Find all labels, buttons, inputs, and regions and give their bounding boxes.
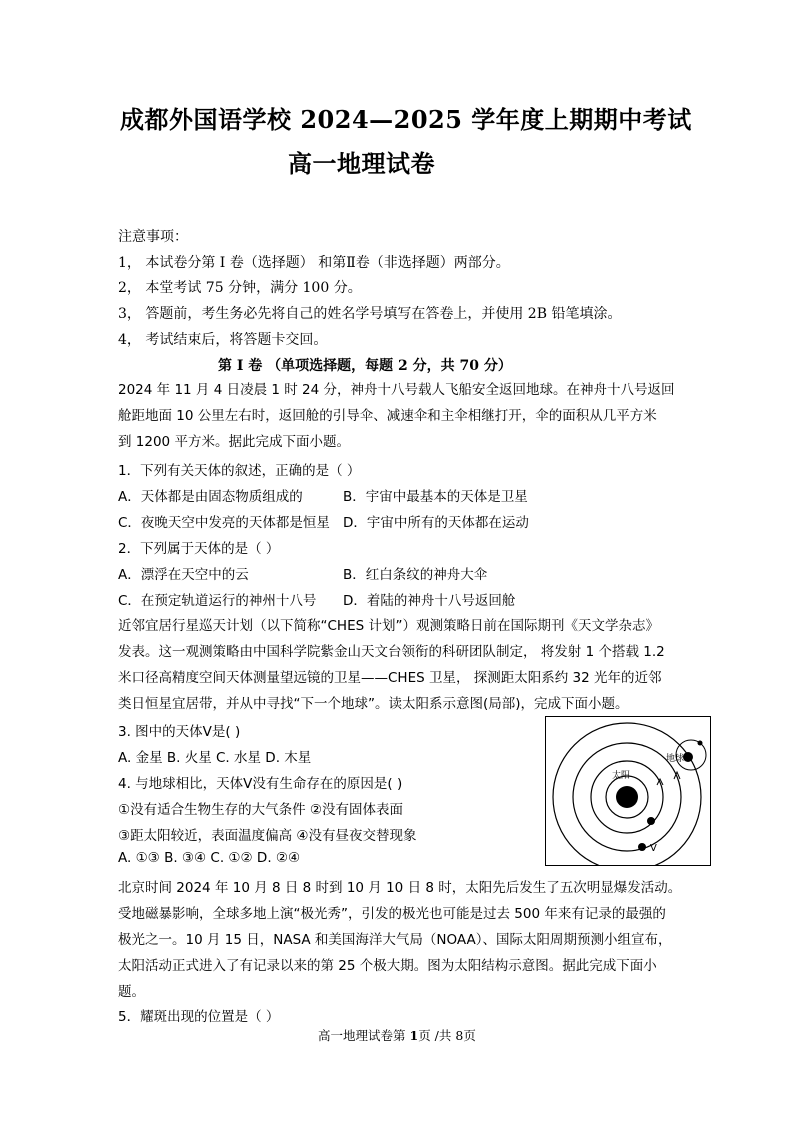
solar-system-svg	[546, 717, 710, 865]
footer-suffix: 页	[463, 1028, 476, 1043]
note-item: 3， 答题前，考生务必先将自己的姓名学号填写在答卷上，并使用 2B 铅笔填涂。	[118, 306, 622, 322]
passage-line: 舱距地面 10 公里左右时，返回舱的引导伞、减速伞和主伞相继打开，伞的面积从几平方米	[118, 408, 657, 424]
question-1-stem: 1．下列有关天体的叙述，正确的是（ ）	[118, 463, 361, 479]
footer-total-pages: 8	[455, 1028, 464, 1043]
notes-heading: 注意事项：	[118, 229, 188, 245]
passage-line: 到 1200 平方米。据此完成下面小题。	[118, 434, 350, 450]
question-2-option-d: D．着陆的神舟十八号返回舱	[343, 593, 516, 609]
footer-page-number: 1	[409, 1028, 419, 1043]
section-heading: 第 I 卷 （单项选择题，每题 2 分，共 70 分）	[218, 358, 512, 374]
question-2-stem: 2．下列属于天体的是（ ）	[118, 541, 280, 557]
exam-subtitle: 高一地理试卷	[288, 149, 435, 178]
passage-line: 受地磁暴影响，全球多地上演“极光秀”，引发的极光也可能是过去 500 年来有记录的最强的	[118, 906, 666, 922]
planet-v-label: V	[650, 843, 657, 854]
note-item: 4， 考试结束后，将答题卡交回。	[118, 332, 328, 348]
question-1-option-d: D．宇宙中所有的天体都在运动	[343, 515, 529, 531]
passage-line: 类日恒星宜居带，并从中寻找“下一个地球”。读太阳系示意图(局部)，完成下面小题。	[118, 696, 629, 712]
earth-label: 地球	[666, 754, 685, 764]
moon-icon	[698, 741, 703, 746]
question-4-options: A. ①③ B. ③④ C. ①② D. ②④	[118, 850, 301, 866]
question-2-option-c: C．在预定轨道运行的神州十八号	[118, 593, 317, 609]
planet-v-inner-icon	[647, 817, 655, 825]
question-1-option-b: B．宇宙中最基本的天体是卫星	[343, 489, 528, 505]
passage-line: 米口径高精度空间天体测量望远镜的卫星——CHES 卫星， 探测距太阳系约 32 光年的近邻	[118, 670, 662, 686]
solar-system-diagram	[545, 716, 711, 866]
question-4-statement-line: ①没有适合生物生存的大气条件 ②没有固体表面	[118, 802, 403, 818]
passage-line: 近邻宜居行星巡天计划（以下简称“CHES 计划”）观测策略日前在国际期刊《天文学杂志》	[118, 618, 659, 634]
earth-icon	[683, 752, 693, 762]
question-1-option-c: C．夜晚天空中发亮的天体都是恒星	[118, 515, 330, 531]
question-5-stem: 5．耀斑出现的位置是（ ）	[118, 1009, 280, 1025]
exam-title: 成都外国语学校 2024—2025 学年度上期期中考试	[120, 105, 692, 134]
passage-line: 极光之一。10 月 15 日，NASA 和美国海洋大气局（NOAA）、国际太阳周期预测小组宣布，	[118, 932, 672, 948]
page-footer	[318, 1026, 476, 1044]
passage-line: 2024 年 11 月 4 日凌晨 1 时 24 分，神舟十八号载人飞船安全返回地球。在神舟十八号返回	[118, 382, 675, 398]
footer-prefix: 高一地理试卷第	[318, 1028, 410, 1043]
question-1-option-a: A．天体都是由固态物质组成的	[118, 489, 303, 505]
question-4-statement-line: ③距太阳较近，表面温度偏高 ④没有昼夜交替现象	[118, 828, 417, 844]
question-4-stem: 4. 与地球相比，天体Ⅴ没有生命存在的原因是( )	[118, 776, 403, 792]
question-2-option-b: B．红白条纹的神舟大伞	[343, 567, 488, 583]
question-2-option-a: A．漂浮在天空中的云	[118, 567, 249, 583]
footer-middle: 页 /共	[418, 1028, 456, 1043]
passage-line: 发表。这一观测策略由中国科学院紫金山天文台领衔的科研团队制定， 将发射 1 个搭载 1.2	[118, 644, 665, 660]
passage-line: 北京时间 2024 年 10 月 8 日 8 时到 10 月 10 日 8 时，太阳先后发生了五次明显爆发活动。	[118, 880, 682, 896]
note-item: 1， 本试卷分第 I 卷（选择题） 和第Ⅱ卷（非选择题）两部分。	[118, 255, 510, 271]
question-3-options: A. 金星 B. 火星 C. 水星 D. 木星	[118, 750, 312, 766]
sun-label: 太阳	[612, 771, 631, 781]
passage-line: 题。	[118, 984, 145, 1000]
planet-v-icon	[638, 843, 646, 851]
sun-icon	[616, 786, 638, 808]
question-3-stem: 3. 图中的天体Ⅴ是( )	[118, 724, 241, 740]
passage-line: 太阳活动正式进入了有记录以来的第 25 个极大期。图为太阳结构示意图。据此完成下面小	[118, 958, 657, 974]
note-item: 2， 本堂考试 75 分钟，满分 100 分。	[118, 280, 362, 296]
